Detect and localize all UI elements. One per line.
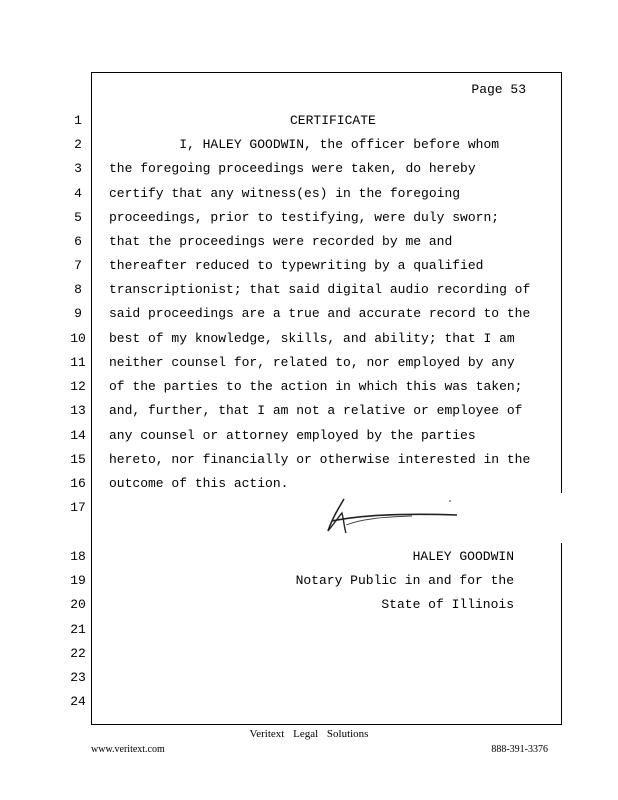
- line-number: 9: [74, 306, 82, 321]
- line-number: 10: [70, 331, 86, 346]
- transcript-line: neither counsel for, related to, nor employed by any: [109, 355, 515, 370]
- line-number: 16: [70, 476, 86, 491]
- transcript-line: any counsel or attorney employed by the parties: [109, 428, 476, 443]
- line-number: 19: [70, 573, 86, 588]
- line-number: 4: [74, 186, 82, 201]
- transcript-line: Notary Public in and for the: [295, 573, 514, 588]
- line-number: 11: [70, 355, 86, 370]
- line-number: 20: [70, 597, 86, 612]
- transcript-line: hereto, nor financially or otherwise interested in the: [109, 452, 531, 467]
- footer-company: Veritext Legal Solutions: [249, 728, 369, 740]
- transcript-line: of the parties to the action in which this was taken;: [109, 379, 523, 394]
- line-number: 12: [70, 379, 86, 394]
- transcript-line: proceedings, prior to testifying, were duly sworn;: [109, 210, 500, 225]
- line-number: 22: [70, 646, 86, 661]
- line-number: 14: [70, 428, 86, 443]
- line-number: 15: [70, 452, 86, 467]
- line-number: 1: [74, 113, 82, 128]
- transcript-line: the foregoing proceedings were taken, do hereby: [109, 161, 476, 176]
- footer-phone: 888-391-3376: [491, 744, 548, 755]
- frame-gap: [558, 493, 570, 543]
- line-number: 7: [74, 258, 82, 273]
- line-number: 23: [70, 670, 86, 685]
- line-number: 17: [70, 500, 86, 515]
- transcript-line: outcome of this action.: [109, 476, 289, 491]
- line-number: 13: [70, 403, 86, 418]
- footer-website: www.veritext.com: [91, 744, 165, 755]
- transcript-line: and, further, that I am not a relative or employee of: [109, 403, 523, 418]
- transcript-line: that the proceedings were recorded by me and: [109, 234, 453, 249]
- line-number: 21: [70, 622, 86, 637]
- line-number: 2: [74, 137, 82, 152]
- page-number: Page 53: [471, 82, 526, 97]
- line-number: 3: [74, 161, 82, 176]
- line-number: 24: [70, 694, 86, 709]
- transcript-line: thereafter reduced to typewriting by a qualified: [109, 258, 484, 273]
- transcript-line: HALEY GOODWIN: [412, 549, 514, 564]
- line-number: 5: [74, 210, 82, 225]
- transcript-line: said proceedings are a true and accurate record to the: [109, 306, 531, 321]
- signature-icon: [322, 491, 472, 537]
- transcript-line: I, HALEY GOODWIN, the officer before whom: [109, 137, 500, 152]
- transcript-line: State of Illinois: [381, 597, 514, 612]
- transcript-line: transcriptionist; that said digital audio recording of: [109, 282, 531, 297]
- line-number: 18: [70, 549, 86, 564]
- line-number: 8: [74, 282, 82, 297]
- transcript-line: certify that any witness(es) in the foregoing: [109, 186, 461, 201]
- line-number: 6: [74, 234, 82, 249]
- transcript-line: CERTIFICATE: [290, 113, 376, 128]
- transcript-line: best of my knowledge, skills, and ability; that I am: [109, 331, 515, 346]
